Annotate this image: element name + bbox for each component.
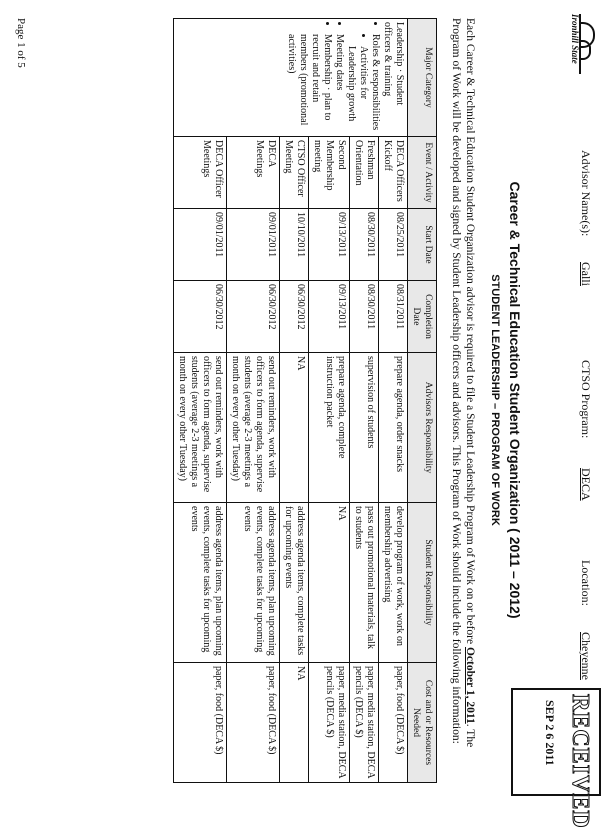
- category-heading: Leadership · Student officers & training: [382, 22, 405, 106]
- category-sub-item: • Activities for Leadership growth: [345, 46, 369, 133]
- cost-cell: paper, media station, DECA pencils (DECA $): [309, 663, 350, 783]
- advisor-value: Galli: [579, 262, 593, 286]
- advisor-label: Advisor Name(s):: [579, 150, 593, 237]
- cost-cell: NA: [280, 663, 309, 783]
- intro-paragraph: [449, 18, 477, 778]
- advisor-cell: NA: [280, 353, 309, 503]
- cost-cell: paper, food (DECA $): [227, 663, 280, 783]
- event-cell: Second Membership meeting: [309, 137, 350, 209]
- table-header-row: [408, 19, 437, 783]
- logo-hill-icon: [579, 14, 597, 74]
- stamp-date: SEP 2 6 2011: [543, 700, 557, 766]
- category-item: • Meeting dates: [333, 34, 345, 133]
- program-value: DECA: [579, 468, 593, 501]
- category-item: • Membership · plan to recruit and retain members (promotional activities): [285, 34, 333, 133]
- event-cell: CTSO Officer Meeting: [280, 137, 309, 209]
- student-cell: NA: [309, 503, 350, 663]
- page-title: Career & Technical Education Student Organization ( 2011 – 2012): [507, 181, 523, 619]
- col-header-major-category: Major Category: [408, 19, 437, 137]
- intro-text-after: . The Program of Work will be developed and signed by Student Leadership officers and advisors. This Program of Work should include the following information:: [450, 18, 476, 748]
- location-value: Cheyenne: [579, 632, 593, 680]
- student-cell: address agenda items, plan upcoming events, complete tasks for upcoming events: [227, 503, 280, 663]
- event-cell: Freshman Orientation: [350, 137, 379, 209]
- advisor-cell: send out reminders, work with officers to form agenda, supervise students (average 2-3 meetings a month on every other Tuesday): [174, 353, 227, 503]
- category-item: • Roles & responsibilities: [369, 34, 381, 133]
- event-cell: DECA Meetings: [227, 137, 280, 209]
- received-stamp: [511, 688, 601, 829]
- major-category-cell: [174, 19, 408, 137]
- completion-date-cell: 08/31/2011: [379, 281, 408, 353]
- completion-date-cell: 08/30/2011: [350, 281, 379, 353]
- advisor-cell: prepare agenda, order snacks: [379, 353, 408, 503]
- start-date-cell: 09/01/2011: [174, 209, 227, 281]
- location-label: Location:: [579, 560, 593, 606]
- logo-text: Ironhill State: [570, 14, 580, 64]
- col-header-student-responsibility: Student Responsibility: [408, 503, 437, 663]
- student-cell: address agenda items, plan upcoming events, complete tasks for upcoming events: [174, 503, 227, 663]
- page-subtitle: STUDENT LEADERSHIP – PROGRAM OF WORK: [489, 274, 501, 526]
- col-header-completion-date: Completion Date: [408, 281, 437, 353]
- cost-cell: paper, food (DECA $): [174, 663, 227, 783]
- intro-deadline: October 1, 2011: [464, 646, 476, 724]
- completion-date-cell: 06/30/2012: [280, 281, 309, 353]
- start-date-cell: 09/13/2011: [309, 209, 350, 281]
- school-logo: [569, 14, 597, 80]
- cost-cell: paper, media station, DECA pencils (DECA $): [350, 663, 379, 783]
- advisor-cell: send out reminders, work with officers to form agenda, supervise students (average 2-3 meetings a month on every other Tuesday): [227, 353, 280, 503]
- col-header-advisor-responsibility: Advisors Responsibility: [408, 353, 437, 503]
- program-label: CTSO Program:: [579, 360, 593, 439]
- stamp-received-text: RECEIVED: [567, 694, 593, 829]
- start-date-cell: 08/25/2011: [379, 209, 408, 281]
- event-cell: DECA Officer Meetings: [174, 137, 227, 209]
- student-cell: address agenda items, complete tasks for upcoming events: [280, 503, 309, 663]
- col-header-event-activity: Event / Activity: [408, 137, 437, 209]
- intro-text-before: Each Career & Technical Education Student Organization advisor is required to file a Student Leadership Program of Work on or before: [464, 18, 476, 647]
- completion-date-cell: 06/30/2012: [227, 281, 280, 353]
- col-header-start-date: Start Date: [408, 209, 437, 281]
- completion-date-cell: 06/30/2012: [174, 281, 227, 353]
- table-row: [379, 19, 408, 783]
- student-cell: pass out promotional materials, talk to students: [350, 503, 379, 663]
- student-cell: develop program of work, work on membership advertising: [379, 503, 408, 663]
- cost-cell: paper, food (DECA $): [379, 663, 408, 783]
- advisor-cell: prepare agenda, complete instruction packet: [309, 353, 350, 503]
- start-date-cell: 10/10/2011: [280, 209, 309, 281]
- event-cell: DECA Officers Kickoff: [379, 137, 408, 209]
- page-footer: Page 1 of 5: [15, 18, 27, 68]
- category-sublist-wrapper: [345, 34, 369, 133]
- col-header-cost-resources: Cost and or Resources Needed: [408, 663, 437, 783]
- completion-date-cell: 09/13/2011: [309, 281, 350, 353]
- category-sublist: [345, 34, 369, 133]
- start-date-cell: 09/01/2011: [227, 209, 280, 281]
- advisor-cell: supervision of students: [350, 353, 379, 503]
- category-list: [285, 22, 381, 133]
- program-of-work-table: [173, 18, 437, 783]
- start-date-cell: 08/30/2011: [350, 209, 379, 281]
